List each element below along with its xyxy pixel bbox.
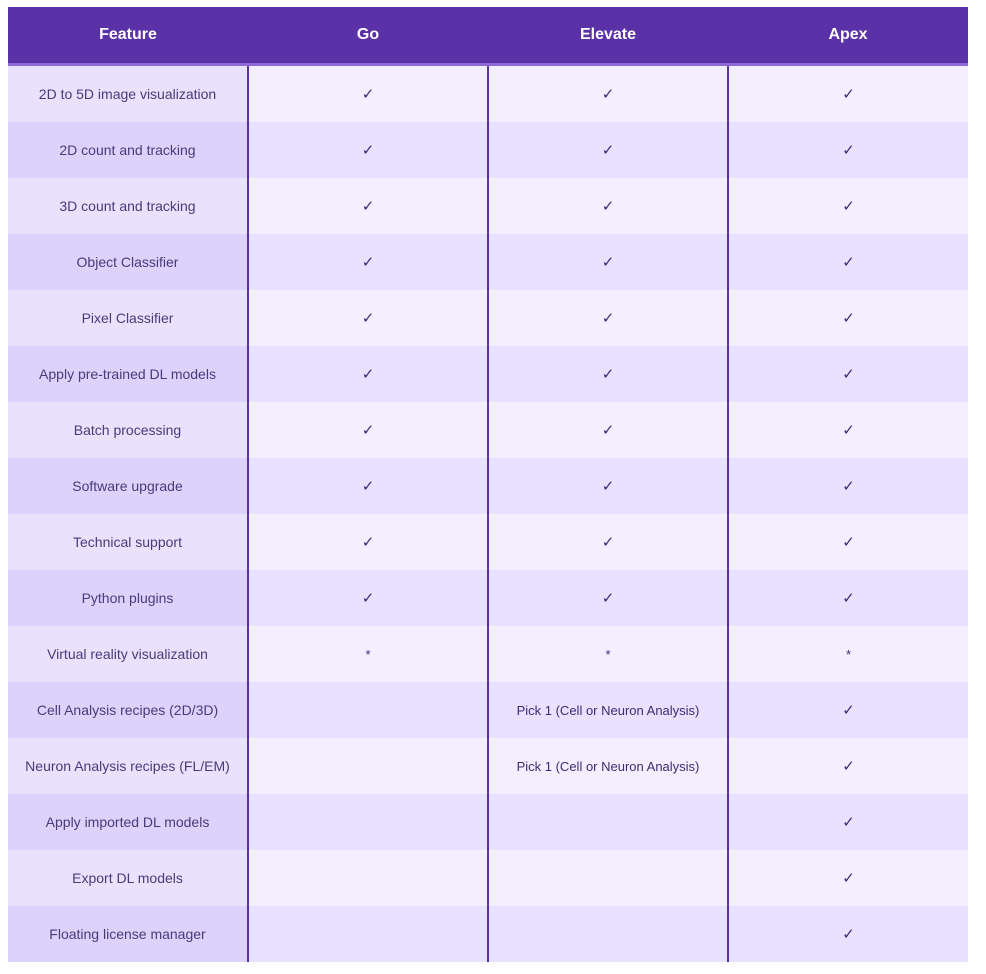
cell-go [248,122,488,178]
cell-feature: Neuron Analysis recipes (FL/EM) [8,738,248,794]
cell-feature: 2D count and tracking [8,122,248,178]
cell-feature: Floating license manager [8,906,248,962]
cell-apex [728,234,968,290]
cell-apex [728,122,968,178]
column-header-apex: Apex [728,7,968,65]
cell-go [248,626,488,682]
cell-elevate [488,514,728,570]
table-row [8,738,968,794]
check-icon: ✓ [601,197,615,215]
table-header [8,7,968,65]
cell-apex [728,458,968,514]
cell-feature: 3D count and tracking [8,178,248,234]
cell-elevate [488,570,728,626]
check-icon: ✓ [361,589,375,607]
check-icon: ✓ [361,477,375,495]
cell-feature: Apply pre-trained DL models [8,346,248,402]
check-icon: ✓ [842,197,855,215]
cell-apex [728,65,968,123]
table-row [8,570,968,626]
table-row [8,514,968,570]
asterisk-note: * [365,647,371,662]
check-icon: ✓ [361,309,375,327]
cell-apex [728,626,968,682]
table-row [8,906,968,962]
cell-go [248,514,488,570]
cell-note-text: Pick 1 (Cell or Neuron Analysis) [516,759,700,774]
check-icon: ✓ [361,365,375,383]
cell-feature: Virtual reality visualization [8,626,248,682]
table-row [8,122,968,178]
check-icon: ✓ [601,421,615,439]
cell-elevate [488,346,728,402]
check-icon: ✓ [361,85,375,103]
check-icon: ✓ [842,85,855,103]
table-row [8,65,968,123]
check-icon: ✓ [842,925,855,943]
check-icon: ✓ [601,589,615,607]
table-row [8,402,968,458]
cell-apex [728,402,968,458]
table-row [8,458,968,514]
cell-elevate [488,234,728,290]
check-icon: ✓ [842,813,855,831]
check-icon: ✓ [842,309,855,327]
check-icon: ✓ [601,141,615,159]
cell-feature: Cell Analysis recipes (2D/3D) [8,682,248,738]
check-icon: ✓ [601,533,615,551]
cell-apex [728,906,968,962]
cell-apex [728,738,968,794]
cell-feature: 2D to 5D image visualization [8,65,248,123]
check-icon: ✓ [361,533,375,551]
check-icon: ✓ [601,365,615,383]
cell-go [248,570,488,626]
check-icon: ✓ [601,477,615,495]
check-icon: ✓ [842,421,855,439]
cell-feature: Object Classifier [8,234,248,290]
cell-elevate [488,290,728,346]
cell-apex [728,570,968,626]
cell-apex [728,794,968,850]
cell-elevate [488,626,728,682]
cell-elevate [488,850,728,906]
check-icon: ✓ [842,253,855,271]
cell-feature: Software upgrade [8,458,248,514]
cell-feature: Pixel Classifier [8,290,248,346]
feature-comparison-table [8,7,968,962]
cell-go [248,906,488,962]
asterisk-note: * [845,647,852,662]
table-row [8,346,968,402]
cell-go [248,794,488,850]
cell-elevate [488,794,728,850]
cell-apex [728,346,968,402]
cell-feature: Export DL models [8,850,248,906]
cell-apex [728,514,968,570]
cell-go [248,290,488,346]
cell-feature: Batch processing [8,402,248,458]
table-row [8,290,968,346]
check-icon: ✓ [842,757,855,775]
column-header-feature: Feature [8,7,248,65]
table-body [8,65,968,963]
cell-go [248,234,488,290]
cell-elevate [488,402,728,458]
cell-go [248,682,488,738]
table-row [8,682,968,738]
cell-go [248,346,488,402]
cell-elevate [488,122,728,178]
cell-feature: Apply imported DL models [8,794,248,850]
check-icon: ✓ [842,365,855,383]
cell-go [248,738,488,794]
check-icon: ✓ [361,253,375,271]
cell-go [248,458,488,514]
header-row [8,7,968,65]
check-icon: ✓ [842,589,855,607]
cell-elevate [488,682,728,738]
cell-go [248,65,488,123]
cell-elevate [488,178,728,234]
cell-go [248,850,488,906]
check-icon: ✓ [601,309,615,327]
feature-comparison-table-wrapper [8,7,968,962]
cell-note-text: Pick 1 (Cell or Neuron Analysis) [516,703,700,718]
cell-go [248,178,488,234]
cell-elevate [488,738,728,794]
table-row [8,794,968,850]
table-row [8,626,968,682]
column-header-elevate: Elevate [488,7,728,65]
check-icon: ✓ [361,197,375,215]
check-icon: ✓ [842,141,855,159]
cell-apex [728,178,968,234]
cell-feature: Technical support [8,514,248,570]
column-header-go: Go [248,7,488,65]
cell-apex [728,682,968,738]
cell-elevate [488,65,728,123]
check-icon: ✓ [601,253,615,271]
table-row [8,850,968,906]
table-row [8,234,968,290]
check-icon: ✓ [361,421,375,439]
check-icon: ✓ [842,869,855,887]
cell-elevate [488,458,728,514]
check-icon: ✓ [842,701,855,719]
check-icon: ✓ [842,533,855,551]
cell-feature: Python plugins [8,570,248,626]
cell-apex [728,290,968,346]
asterisk-note: * [605,647,611,662]
check-icon: ✓ [842,477,855,495]
check-icon: ✓ [361,141,375,159]
check-icon: ✓ [601,85,615,103]
cell-go [248,402,488,458]
cell-elevate [488,906,728,962]
cell-apex [728,850,968,906]
table-row [8,178,968,234]
